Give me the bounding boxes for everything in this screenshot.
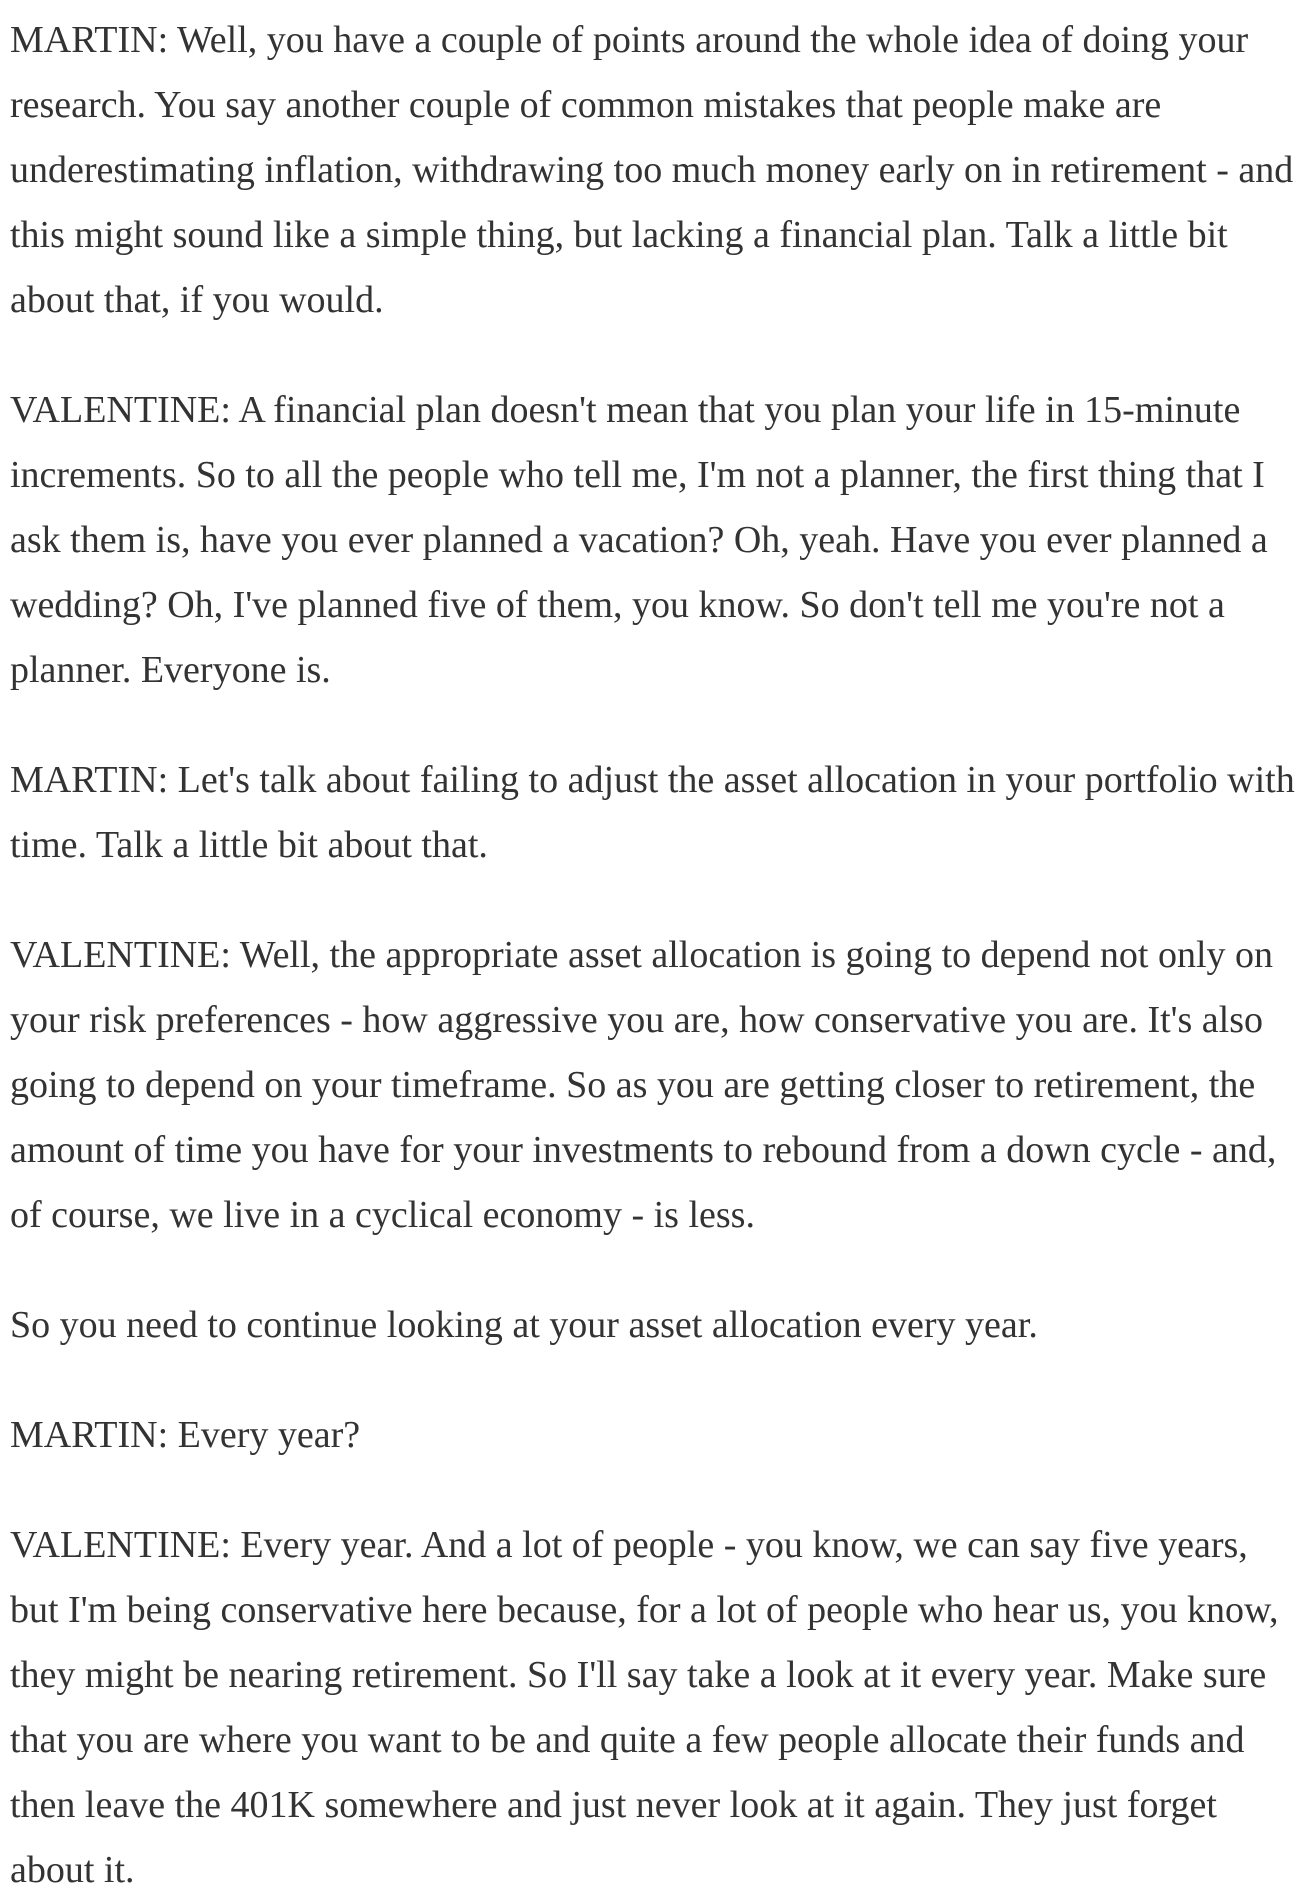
transcript-paragraph-martin-3: MARTIN: Every year? <box>10 1414 361 1456</box>
transcript-paragraph-valentine-2: VALENTINE: Well, the appropriate asset allocation is going to depend not only on your risk preferences - how aggressive you are, how conservative you are. It's also going to depend on your timeframe. So as you are getting closer to retirement, the amount of time you have for your investments to rebound from a down cycle - and, of course, we live in a cyclical economy - is less. <box>10 934 1277 1236</box>
transcript-paragraph-valentine-4: VALENTINE: Every year. And a lot of people - you know, we can say five years, but I'm being conservative here because, for a lot of people who hear us, you know, they might be nearing retirement. So I'll say take a look at it every year. Make sure that you are where you want to be and quite a few people allocate their funds and then leave the 401K somewhere and just never look at it again. They just forget about it. <box>10 1524 1279 1891</box>
transcript-paragraph-valentine-1: VALENTINE: A financial plan doesn't mean that you plan your life in 15-minute increments. So to all the people who tell me, I'm not a planner, the first thing that I ask them is, have you ever planned a vacation? Oh, yeah. Have you ever planned a wedding? Oh, I've planned five of them, you know. So don't tell me you're not a planner. Everyone is. <box>10 389 1268 691</box>
transcript-paragraph-martin-2: MARTIN: Let's talk about failing to adjust the asset allocation in your portfolio with time. Talk a little bit about that. <box>10 759 1295 866</box>
transcript-paragraph-valentine-3: So you need to continue looking at your asset allocation every year. <box>10 1304 1038 1346</box>
transcript-paragraph-martin-1: MARTIN: Well, you have a couple of points around the whole idea of doing your research. You say another couple of common mistakes that people make are underestimating inflation, withdrawing too much money early on in retirement - and this might sound like a simple thing, but lacking a financial plan. Talk a little bit about that, if you would. <box>10 19 1294 321</box>
